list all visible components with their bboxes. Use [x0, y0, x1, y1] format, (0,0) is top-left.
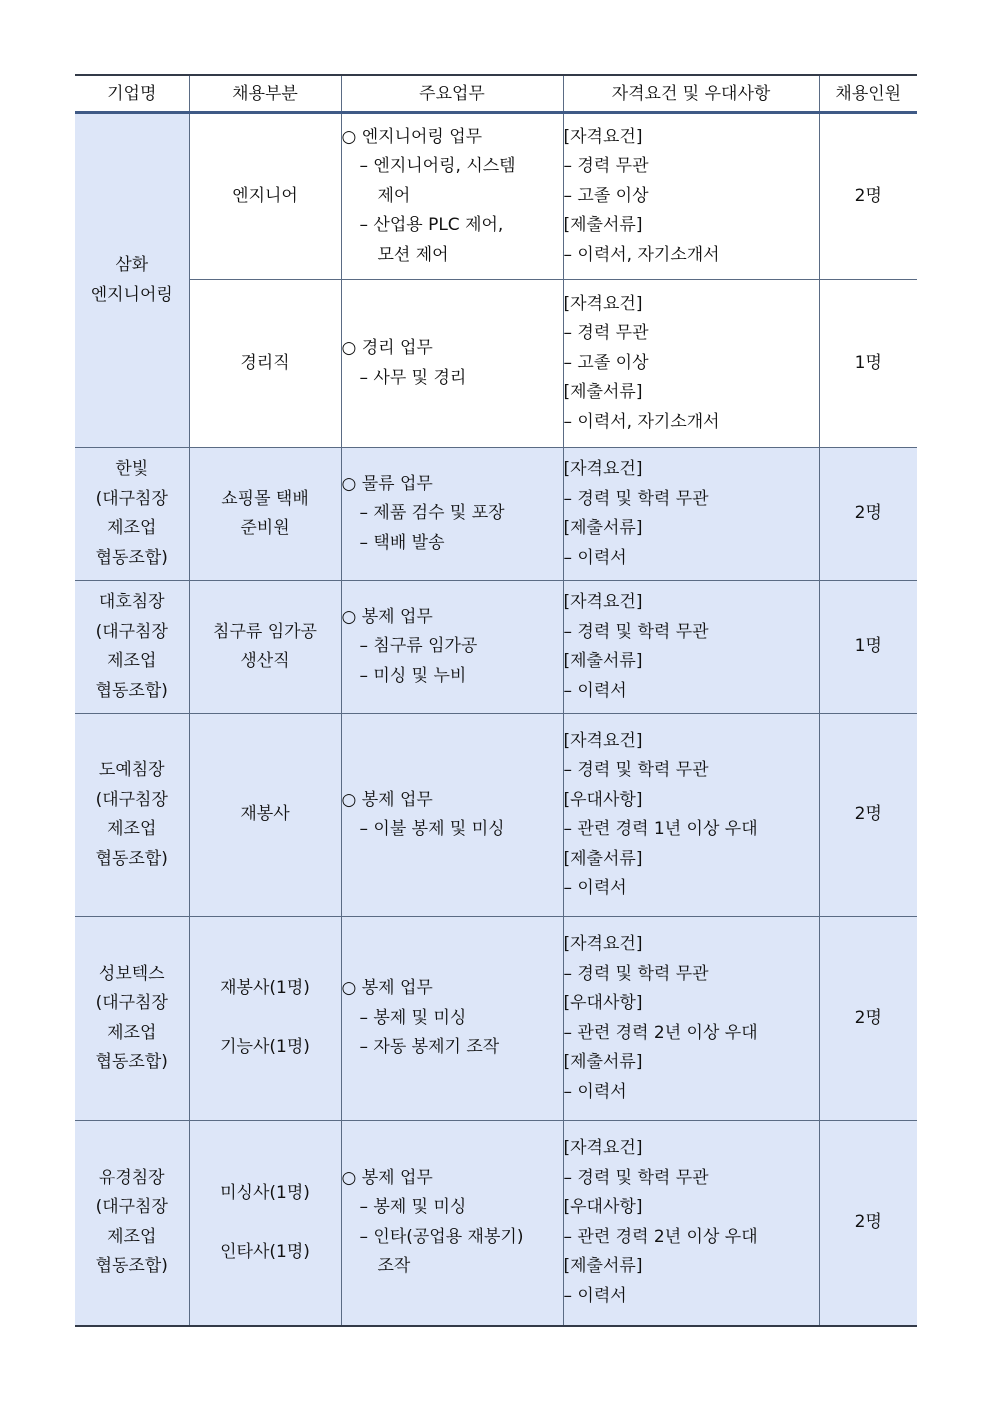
department-line: 쇼핑몰 택배: [221, 488, 309, 509]
table-row: [75, 1121, 917, 1326]
header-company: 기업명: [75, 75, 189, 113]
duty-line: ○ 봉제 업무: [341, 606, 433, 627]
company-name-line: 협동조합): [95, 1052, 168, 1072]
duty-line: – 택배 발송: [359, 532, 445, 553]
company-name-line: 도예침장: [98, 760, 165, 780]
company-cell: [75, 113, 189, 448]
qualifications-cell: [563, 1121, 819, 1326]
qualification-line: – 경력 및 학력 무관: [563, 760, 709, 780]
department-line: 침구류 임가공: [213, 621, 317, 642]
table-row: [75, 581, 917, 714]
qualification-line: – 이력서, 자기소개서: [563, 244, 720, 265]
duty-line: 조작: [377, 1256, 411, 1277]
department-line: 기능사(1명): [220, 1037, 310, 1058]
duties-cell: [341, 1121, 563, 1326]
qualification-line: [제출서류]: [563, 215, 643, 236]
company-cell: [75, 917, 189, 1121]
qualification-line: – 이력서: [563, 878, 627, 898]
company-name-line: 제조업: [107, 1022, 157, 1043]
company-name-line: (대구침장: [95, 1197, 168, 1218]
duty-line: – 엔지니어링, 시스템: [359, 156, 516, 177]
qualification-line: – 경력 및 학력 무관: [563, 621, 709, 642]
qualification-line: [자격요건]: [563, 1138, 643, 1159]
company-name-line: 제조업: [107, 518, 157, 538]
qualifications-cell: [563, 917, 819, 1121]
duties-cell: [341, 113, 563, 280]
department-cell: [189, 113, 341, 280]
table-header: [75, 75, 917, 113]
duty-line: ○ 봉제 업무: [341, 789, 433, 810]
company-name-line: (대구침장: [95, 789, 168, 810]
qualifications-cell: [563, 448, 819, 581]
department-cell: [189, 1121, 341, 1326]
table-row: [75, 280, 917, 448]
duty-line: – 미싱 및 누비: [359, 665, 467, 686]
duty-line: – 이불 봉제 및 미싱: [359, 819, 505, 839]
qualifications-cell: [563, 280, 819, 448]
qualification-line: – 이력서: [563, 680, 627, 701]
company-name-line: 유경침장: [98, 1167, 165, 1188]
qualification-line: – 경력 무관: [563, 323, 649, 344]
company-cell: [75, 1121, 189, 1326]
company-name-line: 제조업: [107, 819, 157, 839]
company-name-line: 협동조합): [95, 547, 168, 568]
duty-line: ○ 봉제 업무: [341, 978, 433, 999]
table-row: [75, 714, 917, 917]
qualification-line: – 관련 경력 1년 이상 우대: [563, 819, 758, 839]
headcount-cell: 2명: [819, 1121, 917, 1326]
company-cell: [75, 448, 189, 581]
company-name-line: 협동조합): [95, 848, 168, 869]
qualification-line: [자격요건]: [563, 592, 643, 612]
qualification-line: [우대사항]: [563, 1197, 643, 1218]
qualifications-cell: [563, 714, 819, 917]
qualification-line: – 이력서: [563, 1081, 627, 1102]
department-cell: [189, 714, 341, 917]
qualification-line: [제출서류]: [563, 1052, 643, 1072]
qualification-line: – 경력 및 학력 무관: [563, 963, 709, 984]
duty-line: ○ 엔지니어링 업무: [341, 126, 483, 147]
department-cell: [189, 448, 341, 581]
qualification-line: [제출서류]: [563, 1256, 643, 1277]
company-cell: [75, 581, 189, 714]
headcount-cell: 1명: [819, 581, 917, 714]
duty-line: ○ 경리 업무: [341, 338, 433, 358]
table-row: [75, 917, 917, 1121]
qualification-line: [제출서류]: [563, 382, 643, 403]
company-name-line: 성보텍스: [98, 963, 165, 984]
qualification-line: – 이력서, 자기소개서: [563, 411, 720, 432]
qualification-line: – 경력 및 학력 무관: [563, 488, 709, 509]
duties-cell: [341, 581, 563, 714]
qualification-line: – 이력서: [563, 1285, 627, 1306]
department-line: 재봉사(1명): [220, 978, 310, 999]
duty-line: – 사무 및 경리: [359, 367, 467, 388]
department-line: 생산직: [240, 651, 290, 671]
duty-line: – 봉제 및 미싱: [359, 1197, 467, 1218]
qualification-line: [자격요건]: [563, 730, 643, 751]
headcount-cell: 2명: [819, 917, 917, 1121]
duty-line: – 자동 봉제기 조작: [359, 1037, 500, 1058]
duty-line: 모션 제어: [377, 244, 449, 265]
company-name-line: 제조업: [107, 1226, 157, 1247]
company-name-line: 제조업: [107, 651, 157, 671]
duty-line: 제어: [377, 185, 411, 206]
department-line: 재봉사: [240, 804, 290, 825]
qualification-line: – 경력 무관: [563, 156, 649, 177]
qualification-line: [제출서류]: [563, 651, 643, 671]
department-line: 인타사(1명): [220, 1241, 310, 1262]
company-name-line: 삼화: [115, 255, 149, 275]
company-name-line: (대구침장: [95, 488, 168, 509]
company-cell: [75, 714, 189, 917]
headcount-cell: 1명: [819, 280, 917, 448]
department-line: 준비원: [240, 518, 290, 538]
headcount-cell: 2명: [819, 113, 917, 280]
duty-line: – 봉제 및 미싱: [359, 1007, 467, 1028]
duty-line: – 산업용 PLC 제어,: [359, 215, 504, 236]
duties-cell: [341, 917, 563, 1121]
department-line: 미싱사(1명): [220, 1182, 310, 1203]
qualifications-cell: [563, 581, 819, 714]
qualification-line: [자격요건]: [563, 293, 643, 314]
duty-line: ○ 봉제 업무: [341, 1167, 433, 1188]
qualification-line: – 이력서: [563, 547, 627, 568]
qualification-line: [자격요건]: [563, 934, 643, 954]
header-row: [75, 75, 917, 113]
company-name-line: (대구침장: [95, 993, 168, 1013]
qualification-line: [자격요건]: [563, 126, 643, 147]
table-body: [75, 113, 917, 1326]
company-name-line: 협동조합): [95, 680, 168, 701]
department-cell: [189, 280, 341, 448]
duty-line: – 제품 검수 및 포장: [359, 503, 505, 524]
qualification-line: [제출서류]: [563, 848, 643, 869]
duty-line: – 인타(공업용 재봉기): [359, 1226, 524, 1247]
department-cell: [189, 917, 341, 1121]
department-line: 경리직: [240, 352, 290, 373]
header-duties: 주요업무: [341, 75, 563, 113]
qualifications-cell: [563, 113, 819, 280]
department-line: [190, 1004, 341, 1034]
table-row: [75, 113, 917, 280]
qualification-line: – 고졸 이상: [563, 352, 649, 373]
qualification-line: – 경력 및 학력 무관: [563, 1167, 709, 1188]
company-name-line: (대구침장: [95, 621, 168, 642]
qualification-line: [우대사항]: [563, 993, 643, 1013]
department-line: [190, 1208, 341, 1238]
department-cell: [189, 581, 341, 714]
company-name-line: 대호침장: [98, 592, 165, 612]
qualification-line: – 관련 경력 2년 이상 우대: [563, 1226, 758, 1247]
header-qualifications: 자격요건 및 우대사항: [563, 75, 819, 113]
header-department: 채용부분: [189, 75, 341, 113]
qualification-line: [제출서류]: [563, 518, 643, 538]
qualification-line: – 관련 경력 2년 이상 우대: [563, 1022, 758, 1043]
duty-line: ○ 물류 업무: [341, 473, 433, 494]
recruitment-table: [75, 74, 917, 1327]
company-name-line: 한빛: [115, 459, 149, 479]
department-line: 엔지니어: [232, 185, 298, 206]
headcount-cell: 2명: [819, 714, 917, 917]
table-row: [75, 448, 917, 581]
duties-cell: [341, 714, 563, 917]
header-headcount: 채용인원: [819, 75, 917, 113]
company-name-line: 협동조합): [95, 1256, 168, 1277]
company-name-line: 엔지니어링: [90, 284, 173, 305]
duty-line: – 침구류 임가공: [359, 636, 478, 657]
qualification-line: – 고졸 이상: [563, 185, 649, 206]
duties-cell: [341, 448, 563, 581]
duties-cell: [341, 280, 563, 448]
qualification-line: [자격요건]: [563, 459, 643, 479]
headcount-cell: 2명: [819, 448, 917, 581]
qualification-line: [우대사항]: [563, 789, 643, 810]
